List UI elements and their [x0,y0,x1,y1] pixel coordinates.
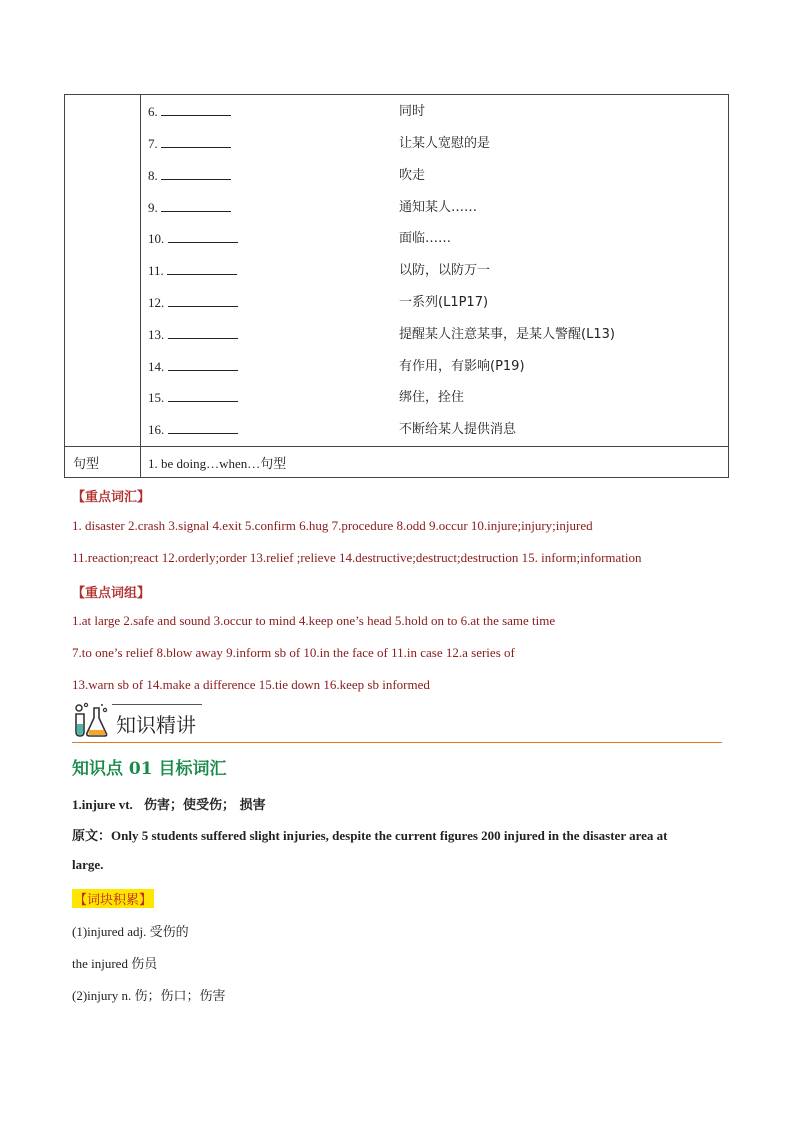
word-block-item: the injured 伤员 [72,956,158,971]
phrase-answers-line: 1.at large 2.safe and sound 3.occur to mind 4.keep one’s head 5.hold on to 6.at the same time [72,613,556,628]
answer-blank[interactable] [168,421,238,434]
row-number: 16. [148,420,238,440]
target-word-meaning: 伤害；使受伤； 损害 [144,798,266,813]
table-row-divider [65,446,728,447]
row-number: 9. [148,198,231,218]
vocab-table [64,94,729,478]
word-block-item: (1)injured adj. 受伤的 [72,924,189,939]
origin-label: 原文： [72,829,112,844]
row-number: 12. [148,293,238,313]
row-number: 15. [148,388,238,408]
sentence-pattern-content: 1. be doing…when…句型 [148,456,287,471]
target-word-line [72,794,266,813]
target-word: 1.injure vt. [72,797,133,812]
origin-sentence-continuation: large. [72,857,104,872]
row-meaning: 吹走 [399,168,426,183]
section-header [72,702,722,743]
row-number: 10. [148,229,238,249]
answer-blank[interactable] [168,358,238,371]
answer-blank[interactable] [161,103,231,116]
phrase-answers-line: 13.warn sb of 14.make a difference 15.tie down 16.keep sb informed [72,677,430,692]
row-meaning: 面临…… [399,231,452,246]
answer-blank[interactable] [168,326,238,339]
row-number: 8. [148,166,231,186]
vocab-answers-title: 【重点词汇】 [72,490,151,505]
row-meaning: 一系列(L1P17) [399,295,489,310]
answer-blank[interactable] [161,167,231,180]
flask-icon [72,702,110,738]
row-meaning: 提醒某人注意某事，是某人警醒(L13) [399,327,615,342]
answer-blank[interactable] [168,230,238,243]
row-meaning: 同时 [399,104,426,119]
answer-blank[interactable] [161,199,231,212]
answer-blank[interactable] [168,294,238,307]
answer-blank[interactable] [168,389,238,402]
phrase-answers-line: 7.to one’s relief 8.blow away 9.inform sb of 10.in the face of 11.in case 12.a series of [72,645,515,660]
row-meaning: 以防，以防万一 [399,263,491,278]
word-block-label: 【词块积累】 [72,889,154,908]
word-block-item: (2)injury n. 伤；伤口；伤害 [72,988,226,1003]
row-meaning: 有作用，有影响(P19) [399,359,525,374]
row-meaning: 绑住，拴住 [399,390,465,405]
origin-sentence-line [72,825,668,844]
sentence-pattern-label: 句型 [73,457,100,472]
vocab-answers-line: 1. disaster 2.crash 3.signal 4.exit 5.confirm 6.hug 7.procedure 8.odd 9.occur 10.injure;injury;injured [72,518,593,533]
row-number: 6. [148,102,231,122]
header-top-rule [112,704,202,705]
phrase-answers-title: 【重点词组】 [72,586,151,601]
answer-blank[interactable] [161,135,231,148]
row-number: 14. [148,357,238,377]
origin-text: Only 5 students suffered slight injuries, despite the current figures 200 injured in the disaster area at [111,828,668,843]
row-meaning: 不断给某人提供消息 [399,422,517,437]
row-meaning: 通知某人…… [399,200,478,215]
row-meaning: 让某人宽慰的是 [399,136,491,151]
row-number: 7. [148,134,231,154]
knowledge-point-title: 知识点 01 目标词汇 [72,759,227,779]
row-number: 11. [148,261,237,281]
row-number: 13. [148,325,238,345]
answer-blank[interactable] [167,262,237,275]
table-column-divider [140,95,141,477]
section-title: 知识精讲 [116,713,196,737]
vocab-answers-line: 11.reaction;react 12.orderly;order 13.relief ;relieve 14.destructive;destruct;destruction 15. inform;information [72,550,642,565]
